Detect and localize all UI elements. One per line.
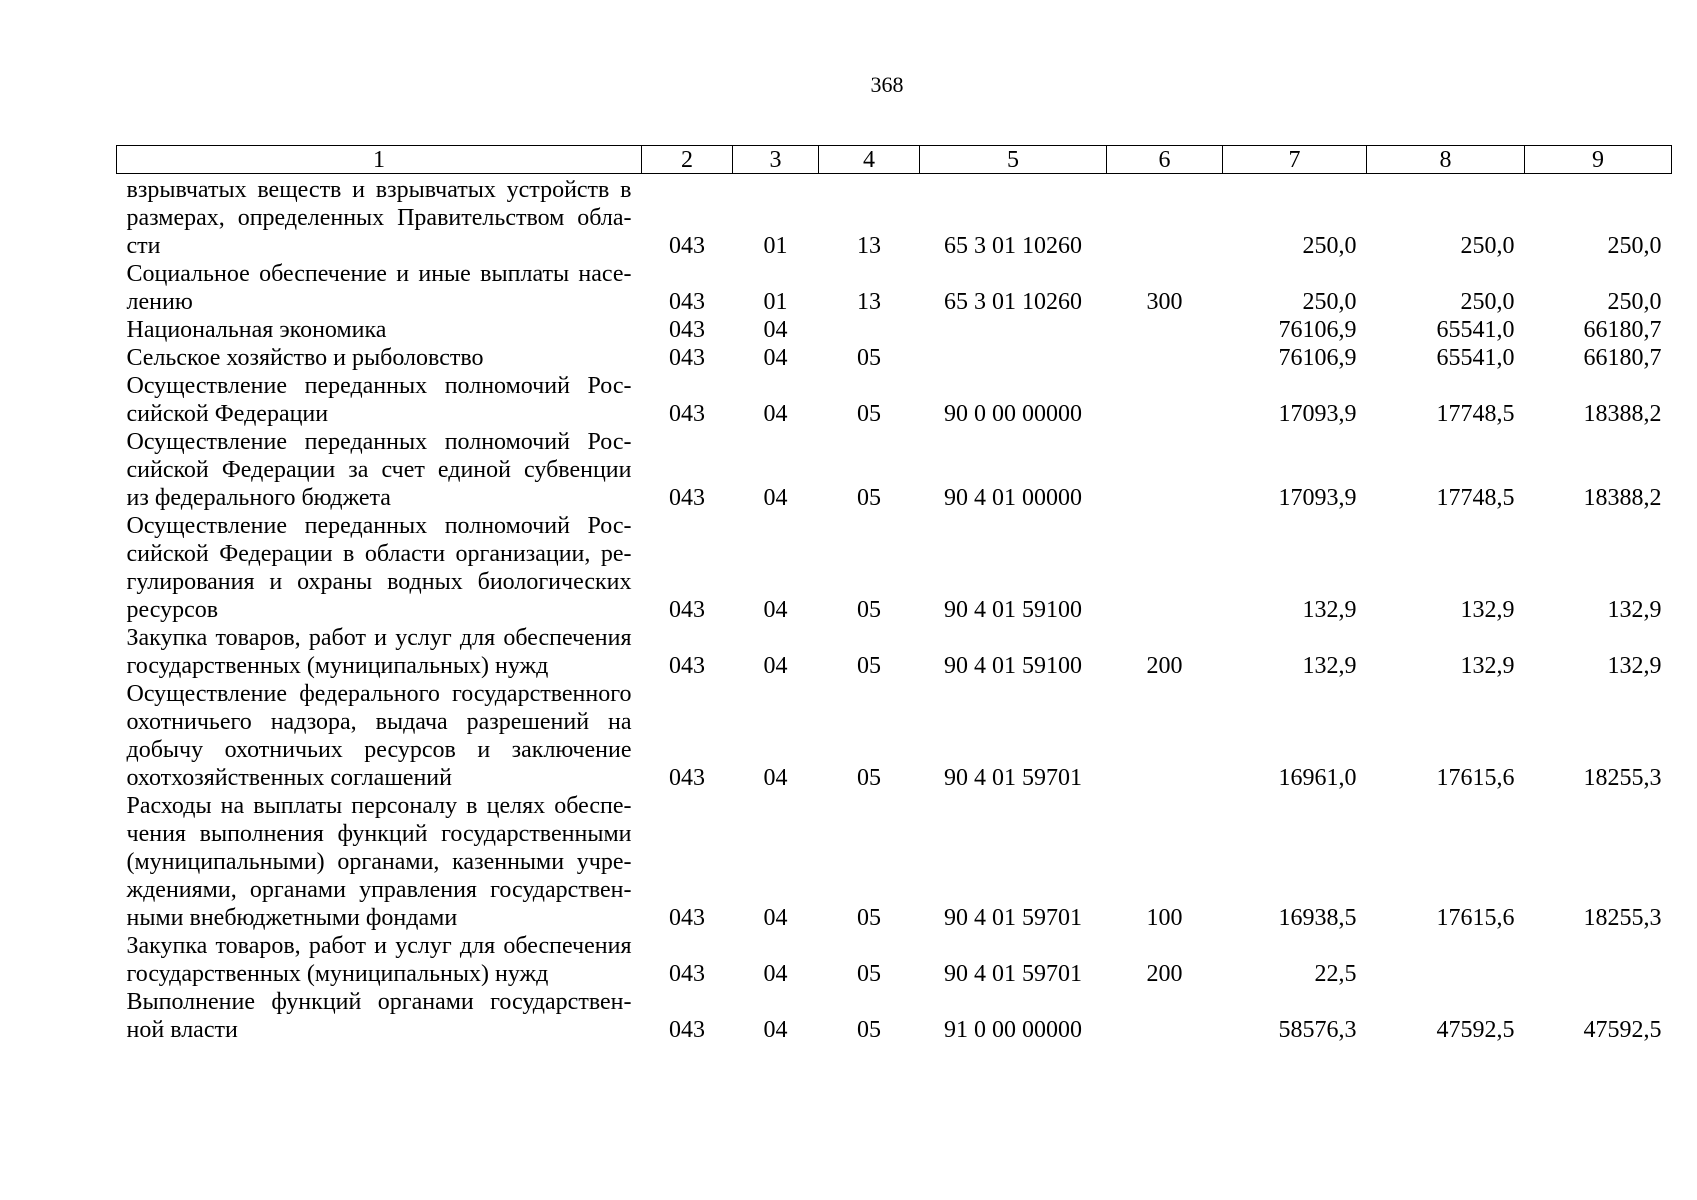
expense-type-code: 200 bbox=[1146, 961, 1183, 987]
amount-year-3: 47592,5 bbox=[1583, 1017, 1662, 1043]
amount-year-2: 65541,0 bbox=[1436, 345, 1515, 371]
row-description bbox=[117, 680, 642, 792]
column-header: 7 bbox=[1223, 146, 1367, 174]
description-line: сти bbox=[126, 233, 161, 259]
page-number: 368 bbox=[870, 72, 904, 97]
column-header: 4 bbox=[819, 146, 920, 174]
description-line: Расходы на выплаты персоналу в целях обеспе- bbox=[126, 793, 632, 819]
column-header: 3 bbox=[733, 146, 819, 174]
chapter-code: 043 bbox=[669, 233, 705, 259]
description-line: Осуществление переданных полномочий Рос- bbox=[126, 429, 632, 455]
description-line: Национальная экономика bbox=[126, 317, 387, 343]
amount-year-2: 65541,0 bbox=[1436, 317, 1515, 343]
target-item-code: 90 4 01 59701 bbox=[944, 961, 1082, 987]
chapter-code: 043 bbox=[669, 485, 705, 511]
description-line: сийской Федерации в области организации, ре- bbox=[126, 541, 632, 567]
target-item-code: 90 4 01 59100 bbox=[944, 653, 1082, 679]
amount-year-2: 132,9 bbox=[1460, 653, 1515, 679]
amount-year-2: 17615,6 bbox=[1436, 905, 1515, 931]
description-line: Выполнение функций органами государствен- bbox=[126, 989, 632, 1015]
expense-type-code bbox=[1107, 680, 1223, 792]
chapter-code: 043 bbox=[669, 765, 705, 791]
description-line: государственных (муниципальных) нужд bbox=[126, 961, 549, 987]
target-item-code: 65 3 01 10260 bbox=[944, 233, 1082, 259]
amount-year-1: 250,0 bbox=[1302, 289, 1357, 315]
description-line: Сельское хозяйство и рыболовство bbox=[126, 345, 484, 371]
amount-year-2: 250,0 bbox=[1460, 233, 1515, 259]
table-row bbox=[117, 260, 1672, 316]
amount-year-2 bbox=[1367, 932, 1525, 988]
target-item-code bbox=[920, 344, 1107, 372]
amount-year-3: 18388,2 bbox=[1583, 401, 1662, 427]
amount-year-3: 66180,7 bbox=[1583, 317, 1662, 343]
description-line: Закупка товаров, работ и услуг для обеспечения bbox=[126, 933, 632, 959]
description-line: из федерального бюджета bbox=[126, 485, 391, 511]
subsection-code: 05 bbox=[857, 345, 881, 371]
description-line: Осуществление переданных полномочий Рос- bbox=[126, 373, 632, 399]
column-header: 2 bbox=[642, 146, 733, 174]
column-header: 9 bbox=[1525, 146, 1672, 174]
description-line: Закупка товаров, работ и услуг для обеспечения bbox=[126, 625, 632, 651]
table-row bbox=[117, 624, 1672, 680]
description-line: ресурсов bbox=[126, 597, 219, 623]
description-line: Осуществление переданных полномочий Рос- bbox=[126, 513, 632, 539]
subsection-code: 05 bbox=[857, 597, 881, 623]
description-line: гулирования и охраны водных биологических bbox=[126, 569, 632, 595]
amount-year-1: 76106,9 bbox=[1278, 345, 1357, 371]
table-header-row bbox=[117, 146, 1672, 174]
row-description bbox=[117, 932, 642, 988]
table-row bbox=[117, 932, 1672, 988]
section-code: 04 bbox=[763, 401, 788, 427]
expense-type-code bbox=[1107, 988, 1223, 1044]
table-row bbox=[117, 428, 1672, 512]
chapter-code: 043 bbox=[669, 317, 705, 343]
amount-year-1: 22,5 bbox=[1314, 961, 1357, 987]
chapter-code: 043 bbox=[669, 401, 705, 427]
description-line: взрывчатых веществ и взрывчатых устройств в bbox=[126, 177, 632, 203]
expense-type-code bbox=[1107, 512, 1223, 624]
description-line: лению bbox=[126, 289, 193, 315]
description-line: размерах, определенных Правительством обла- bbox=[126, 205, 632, 231]
chapter-code: 043 bbox=[669, 653, 705, 679]
column-header: 5 bbox=[920, 146, 1107, 174]
subsection-code: 13 bbox=[857, 289, 881, 315]
amount-year-2: 17615,6 bbox=[1436, 765, 1515, 791]
budget-table bbox=[116, 145, 1672, 1044]
table-row bbox=[117, 512, 1672, 624]
subsection-code bbox=[819, 316, 920, 344]
section-code: 04 bbox=[763, 345, 788, 371]
target-item-code: 90 0 00 00000 bbox=[944, 401, 1082, 427]
expense-type-code bbox=[1107, 428, 1223, 512]
section-code: 01 bbox=[763, 289, 788, 315]
table-row bbox=[117, 680, 1672, 792]
description-line: Осуществление федерального государственного bbox=[126, 681, 632, 707]
target-item-code: 90 4 01 59100 bbox=[944, 597, 1082, 623]
description-line: государственных (муниципальных) нужд bbox=[126, 653, 549, 679]
description-line: сийской Федерации за счет единой субвенции bbox=[126, 457, 632, 483]
amount-year-1: 250,0 bbox=[1302, 233, 1357, 259]
section-code: 04 bbox=[763, 765, 788, 791]
description-line: охотхозяйственных соглашений bbox=[126, 765, 452, 791]
amount-year-2: 132,9 bbox=[1460, 597, 1515, 623]
amount-year-3: 132,9 bbox=[1607, 653, 1662, 679]
amount-year-2: 17748,5 bbox=[1436, 485, 1515, 511]
amount-year-3: 250,0 bbox=[1607, 233, 1662, 259]
description-line: ждениями, органами управления государствен- bbox=[126, 877, 632, 903]
target-item-code: 90 4 01 59701 bbox=[944, 905, 1082, 931]
expense-type-code bbox=[1107, 344, 1223, 372]
target-item-code: 65 3 01 10260 bbox=[944, 289, 1082, 315]
amount-year-1: 16961,0 bbox=[1278, 765, 1357, 791]
table-row bbox=[117, 316, 1672, 344]
expense-type-code bbox=[1107, 176, 1223, 260]
description-line: чения выполнения функций государственными bbox=[126, 821, 632, 847]
amount-year-3: 18255,3 bbox=[1583, 905, 1662, 931]
amount-year-3: 66180,7 bbox=[1583, 345, 1662, 371]
amount-year-1: 132,9 bbox=[1302, 597, 1357, 623]
amount-year-1: 132,9 bbox=[1302, 653, 1357, 679]
section-code: 04 bbox=[763, 597, 788, 623]
description-line: Социальное обеспечение и иные выплаты насе- bbox=[126, 261, 632, 287]
chapter-code: 043 bbox=[669, 961, 705, 987]
target-item-code bbox=[920, 316, 1107, 344]
row-description bbox=[117, 372, 642, 428]
description-line: охотничьего надзора, выдача разрешений на bbox=[126, 709, 632, 735]
amount-year-1: 17093,9 bbox=[1278, 401, 1357, 427]
row-description bbox=[117, 512, 642, 624]
subsection-code: 05 bbox=[857, 653, 881, 679]
amount-year-1: 17093,9 bbox=[1278, 485, 1357, 511]
chapter-code: 043 bbox=[669, 289, 705, 315]
table-row bbox=[117, 372, 1672, 428]
expense-type-code: 100 bbox=[1146, 905, 1183, 931]
row-description bbox=[117, 428, 642, 512]
section-code: 04 bbox=[763, 905, 788, 931]
amount-year-2: 250,0 bbox=[1460, 289, 1515, 315]
expense-type-code: 300 bbox=[1146, 289, 1183, 315]
amount-year-2: 47592,5 bbox=[1436, 1017, 1515, 1043]
section-code: 04 bbox=[763, 653, 788, 679]
amount-year-1: 16938,5 bbox=[1278, 905, 1357, 931]
row-description bbox=[117, 176, 642, 260]
chapter-code: 043 bbox=[669, 345, 705, 371]
amount-year-1: 76106,9 bbox=[1278, 317, 1357, 343]
amount-year-2: 17748,5 bbox=[1436, 401, 1515, 427]
table-row bbox=[117, 792, 1672, 932]
chapter-code: 043 bbox=[669, 597, 705, 623]
target-item-code: 90 4 01 59701 bbox=[944, 765, 1082, 791]
table-row bbox=[117, 176, 1672, 260]
subsection-code: 05 bbox=[857, 1017, 881, 1043]
description-line: ной власти bbox=[126, 1017, 238, 1043]
table-body bbox=[117, 174, 1672, 1045]
table-row bbox=[117, 988, 1672, 1044]
description-line: (муниципальными) органами, казенными учре- bbox=[126, 849, 632, 875]
description-line: добычу охотничьих ресурсов и заключение bbox=[126, 737, 632, 763]
row-description bbox=[117, 316, 642, 344]
chapter-code: 043 bbox=[669, 1017, 705, 1043]
column-header: 8 bbox=[1367, 146, 1525, 174]
section-code: 04 bbox=[763, 317, 788, 343]
section-code: 01 bbox=[763, 233, 788, 259]
expense-type-code bbox=[1107, 316, 1223, 344]
subsection-code: 05 bbox=[857, 905, 881, 931]
table-row bbox=[117, 344, 1672, 372]
amount-year-3: 250,0 bbox=[1607, 289, 1662, 315]
row-description bbox=[117, 988, 642, 1044]
expense-type-code: 200 bbox=[1146, 653, 1183, 679]
target-item-code: 90 4 01 00000 bbox=[944, 485, 1082, 511]
subsection-code: 05 bbox=[857, 765, 881, 791]
subsection-code: 05 bbox=[857, 961, 881, 987]
column-header: 6 bbox=[1107, 146, 1223, 174]
section-code: 04 bbox=[763, 1017, 788, 1043]
subsection-code: 05 bbox=[857, 485, 881, 511]
row-description bbox=[117, 792, 642, 932]
amount-year-3: 132,9 bbox=[1607, 597, 1662, 623]
amount-year-1: 58576,3 bbox=[1278, 1017, 1357, 1043]
section-code: 04 bbox=[763, 485, 788, 511]
amount-year-3: 18255,3 bbox=[1583, 765, 1662, 791]
subsection-code: 05 bbox=[857, 401, 881, 427]
section-code: 04 bbox=[763, 961, 788, 987]
row-description bbox=[117, 344, 642, 372]
target-item-code: 91 0 00 00000 bbox=[944, 1017, 1082, 1043]
amount-year-3 bbox=[1525, 932, 1672, 988]
column-header: 1 bbox=[117, 146, 642, 174]
row-description bbox=[117, 260, 642, 316]
description-line: ными внебюджетными фондами bbox=[126, 905, 458, 931]
row-description bbox=[117, 624, 642, 680]
chapter-code: 043 bbox=[669, 905, 705, 931]
description-line: сийской Федерации bbox=[126, 401, 329, 427]
amount-year-3: 18388,2 bbox=[1583, 485, 1662, 511]
subsection-code: 13 bbox=[857, 233, 881, 259]
expense-type-code bbox=[1107, 372, 1223, 428]
